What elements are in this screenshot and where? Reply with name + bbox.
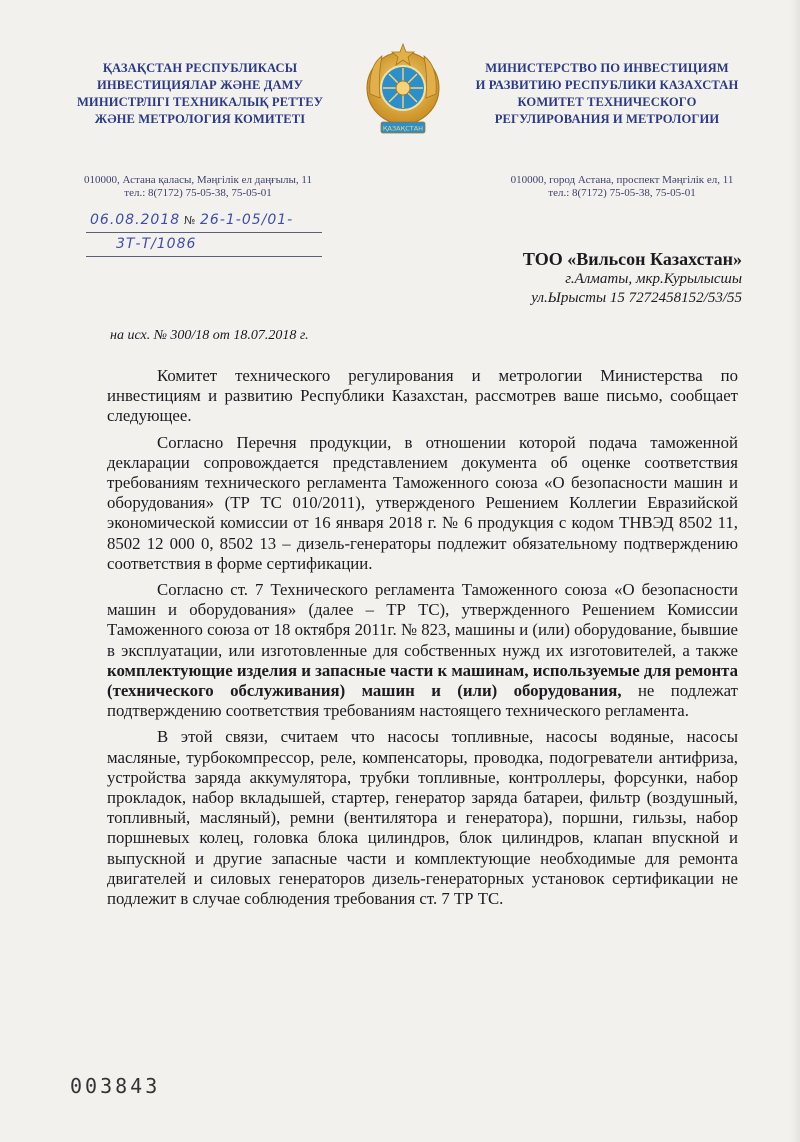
emblem-text: ҚАЗАҚСТАН (382, 124, 424, 133)
address-kazakh (38, 174, 358, 200)
letter-body (107, 366, 738, 915)
paragraph-regulation-text-end: не подлежат подтверждению соответствия требованиям настоящего технического регламента. (107, 681, 738, 721)
address-line: 010000, Астана қаласы, Мәңгілік ел даңғылы, 11 (84, 174, 312, 186)
paragraph-intro: Комитет технического регулирования и метрологии Министерства по инвестициям и развитию Республики Казахстан, рассмотрев ваше письмо, сообщает следующее. (107, 366, 738, 426)
paragraph-regulation (107, 580, 738, 721)
paragraph-regulation-text: Согласно ст. 7 Технического регламента Таможенного союза «О безопасности машин и оборудования» (далее – ТР ТС), утвержденного Решением Комиссии Таможенного союза от 18 октября 2011г. № 823, машины и (или) оборудование, бывшие в эксплуатации, или изготовленные для собственных нужд их изготовителей, а также (107, 580, 738, 660)
document-serial-number: 003843 (70, 1074, 161, 1098)
paragraph-conclusion: В этой связи, считаем что насосы топливные, насосы водяные, насосы масляные, турбокомпрессор, реле, компенсаторы, проводка, подогреватели антифриза, устройства заряда аккумулятора, трубки топливные, контроллеры, форсунки, набор прокладок, набор вкладышей, стартер, генератор заряда батареи, фильтр (воздушный, топливный, масляный), ремни (вентилятора и генератора), поршни, гильзы, набор поршневых колец, головка блока цилиндров, блок цилиндров, клапан впускной и выпускной и другие запасные части и комплектующие необходимые для ремонта двигателей и силовых генераторов дизель-генераторных установок сертификации не подлежит в случае соблюдения требования ст. 7 ТР ТС. (107, 727, 738, 909)
reference-number: 26-1-05/01- (200, 212, 294, 228)
header-kazakh (55, 60, 345, 128)
header-russian-line: РЕГУЛИРОВАНИЯ И МЕТРОЛОГИИ (494, 112, 720, 126)
outgoing-reference-stamp (86, 208, 326, 258)
addressee-block (412, 248, 742, 308)
header-russian (462, 60, 752, 128)
header-kazakh-line: ИНВЕСТИЦИЯЛАР ЖӘНЕ ДАМУ (97, 78, 303, 92)
header-russian-line: И РАЗВИТИЮ РЕСПУБЛИКИ КАЗАХСТАН (475, 78, 739, 92)
reference-underline (86, 256, 322, 257)
paper-edge-shadow (790, 0, 800, 1142)
addressee-street: ул.Ырысты 15 7272458152/53/55 (531, 290, 742, 306)
header-kazakh-line: МИНИСТРЛІГІ ТЕХНИКАЛЫҚ РЕТТЕУ (76, 95, 324, 109)
address-russian (462, 174, 782, 200)
reference-number-line2: 3Т-Т/1086 (116, 236, 197, 252)
header-russian-line: МИНИСТЕРСТВО ПО ИНВЕСТИЦИЯМ (485, 61, 729, 75)
phone-line: тел.: 8(7172) 75-05-38, 75-05-01 (548, 187, 696, 199)
reference-number-sign: № (184, 214, 197, 227)
phone-line: тел.: 8(7172) 75-05-38, 75-05-01 (124, 187, 272, 199)
reference-underline (86, 232, 322, 233)
outgoing-reference-line: на исх. № 300/18 от 18.07.2018 г. (110, 328, 309, 343)
header-kazakh-line: ҚАЗАҚСТАН РЕСПУБЛИКАСЫ (102, 61, 298, 75)
header-russian-line: КОМИТЕТ ТЕХНИЧЕСКОГО (517, 95, 697, 109)
reference-date: 06.08.2018 (90, 212, 181, 228)
addressee-organization: ТОО «Вильсон Казахстан» (522, 249, 742, 269)
addressee-city: г.Алматы, мкр.Курылысшы (565, 271, 742, 287)
paragraph-regulation-bold: комплектующие изделия и запасные части к машинам, используемые для ремонта (технического обслуживания) машин и (или) оборудования, (107, 660, 738, 701)
paragraph-product-list: Согласно Перечня продукции, в отношении которой подача таможенной декларации сопровождается представлением документа об оценке соответствия требованиям технического регламента Таможенного союза «О безопасности машин и оборудования» (ТР ТС 010/2011), утвержденого Решением Коллегии Евразийской экономической комиссии от 16 января 2018 г. № 6 продукция с кодом ТНВЭД 8502 11, 8502 12 000 0, 8502 13 – дизель-генераторы подлежит обязательному подтверждению соответствия в форме сертификации. (107, 432, 738, 573)
header-kazakh-line: ЖӘНЕ МЕТРОЛОГИЯ КОМИТЕТІ (94, 112, 306, 126)
address-line: 010000, город Астана, проспект Мәңгілік ел, 11 (510, 174, 734, 186)
state-emblem-icon (364, 36, 442, 146)
